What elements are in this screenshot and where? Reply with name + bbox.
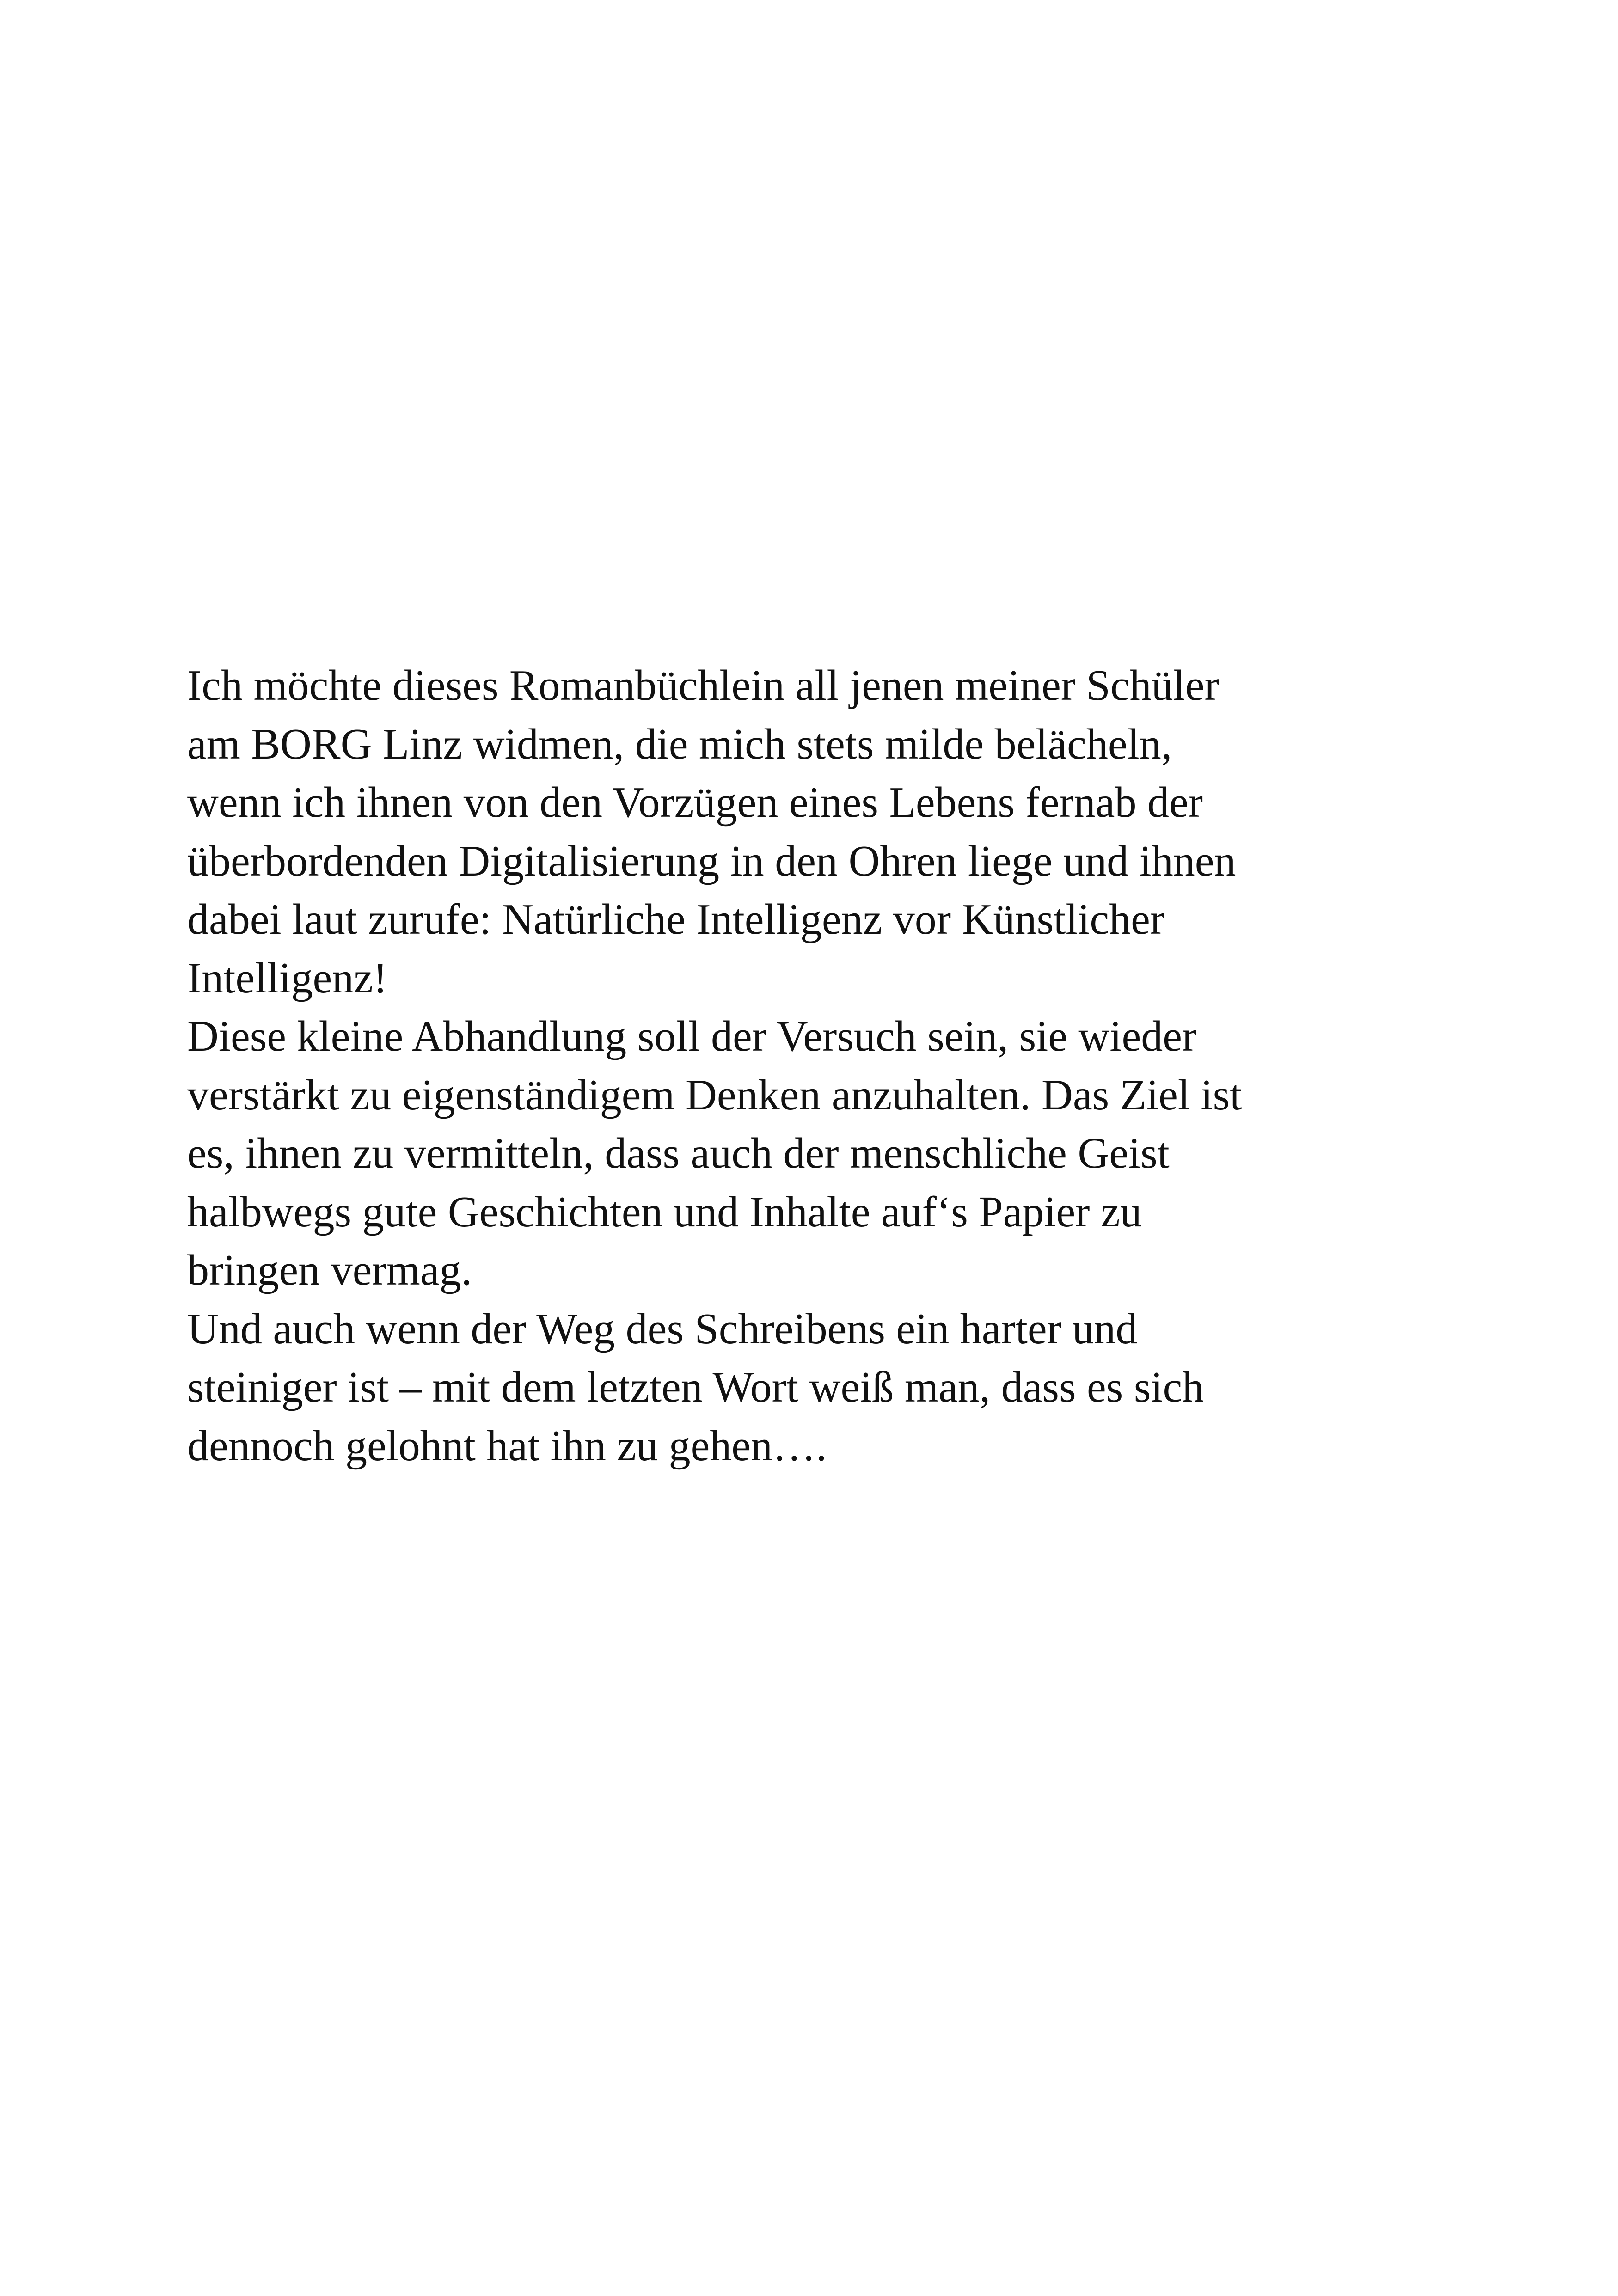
text-line: verstärkt zu eigenständigem Denken anzuhalten. Das Ziel ist	[187, 1071, 1242, 1119]
text-line: dennoch gelohnt hat ihn zu gehen….	[187, 1421, 827, 1470]
text-line: am BORG Linz widmen, die mich stets milde belächeln,	[187, 720, 1172, 768]
text-line: halbwegs gute Geschichten und Inhalte auf‘s Papier zu	[187, 1188, 1142, 1236]
text-line: überbordenden Digitalisierung in den Ohren liege und ihnen	[187, 837, 1236, 885]
text-line: es, ihnen zu vermitteln, dass auch der menschliche Geist	[187, 1129, 1170, 1177]
text-line: wenn ich ihnen von den Vorzügen eines Lebens fernab der	[187, 778, 1203, 827]
text-line: Intelligenz!	[187, 954, 388, 1002]
text-line: Diese kleine Abhandlung soll der Versuch sein, sie wieder	[187, 1012, 1197, 1060]
text-line: dabei laut zurufe: Natürliche Intelligenz vor Künstlicher	[187, 895, 1165, 943]
dedication-text	[187, 656, 1482, 1475]
text-line: Ich möchte dieses Romanbüchlein all jenen meiner Schüler	[187, 661, 1219, 710]
text-line: steiniger ist – mit dem letzten Wort weiß man, dass es sich	[187, 1363, 1204, 1411]
text-line: Und auch wenn der Weg des Schreibens ein harter und	[187, 1304, 1138, 1353]
text-line: bringen vermag.	[187, 1246, 472, 1294]
